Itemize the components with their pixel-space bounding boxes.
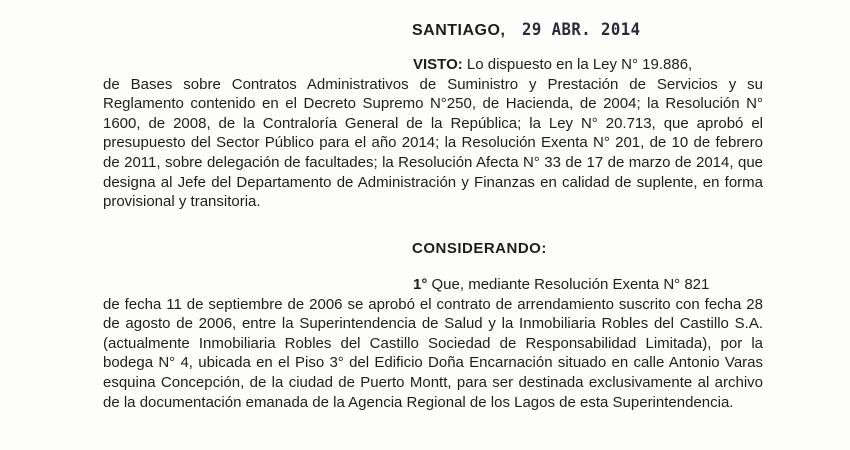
visto-lead: [103, 55, 763, 75]
city-label: SANTIAGO,: [412, 22, 506, 39]
visto-paragraph: [103, 55, 763, 212]
considerando-item-number: 1°: [413, 276, 428, 293]
date-stamp: 29 ABR. 2014: [522, 20, 641, 40]
considerando-item-lead-text: Que, mediante Resolución Exenta N° 821: [431, 276, 710, 293]
considerando-item-1: [103, 275, 763, 412]
date-line: [412, 20, 651, 40]
visto-label: VISTO:: [413, 56, 463, 73]
considerando-item-lead: [103, 275, 763, 295]
considerando-item-body: de fecha 11 de septiembre de 2006 se aprobó el contrato de arrendamiento suscrito con fecha 28 de agosto de 2006, entre la Superintendencia de Salud y la Inmobiliaria Robles del Castillo S.A. (actualmente Inmobiliaria Robles del Castillo Sociedad de Responsabilidad Limitada), por la bodega N° 4, ubicada en el Piso 3° del Edificio Doña Encarnación situado en calle Antonio Varas esquina Concepción, de la ciudad de Puerto Montt, para ser destinada exclusivamente al archivo de la documentación emanada de la Agencia Regional de los Lagos de esta Superintendencia.: [103, 295, 763, 411]
considerando-heading: CONSIDERANDO:: [412, 240, 547, 257]
visto-body: de Bases sobre Contratos Administrativos de Suministro y Prestación de Servicios y su Reglamento contenido en el Decreto Supremo N°250, de Hacienda, de 2004; la Resolución N° 1600, de 2008, de la Contraloría General de la República; la Ley N° 20.713, que aprobó el presupuesto del Sector Público para el año 2014; la Resolución Exenta N° 201, de 10 de febrero de 2011, sobre delegación de facultades; la Resolución Afecta N° 33 de 17 de marzo de 2014, que designa al Jefe del Departamento de Administración y Finanzas en calidad de suplente, en forma provisional y transitoria.: [103, 75, 763, 211]
visto-lead-text: Lo dispuesto en la Ley N° 19.886,: [466, 56, 693, 73]
